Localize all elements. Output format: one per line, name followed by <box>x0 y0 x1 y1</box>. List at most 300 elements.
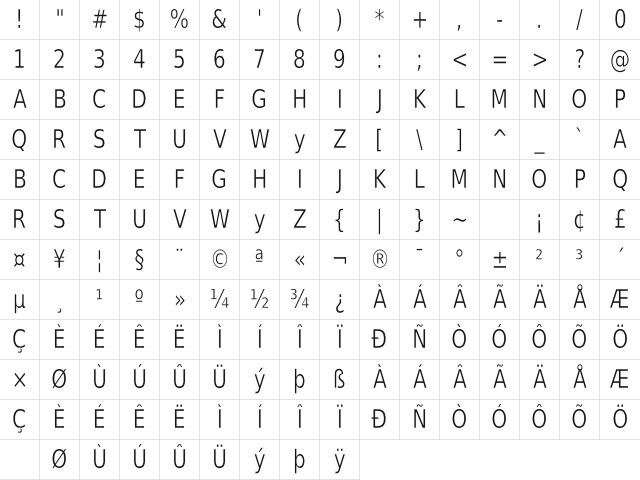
glyph: / <box>576 4 583 35</box>
glyph-cell[interactable] <box>160 280 200 320</box>
glyph-cell[interactable] <box>80 80 120 120</box>
glyph-cell[interactable] <box>560 40 600 80</box>
glyph-cell[interactable] <box>200 0 240 40</box>
glyph: Í <box>256 324 263 355</box>
glyph-cell[interactable] <box>200 440 240 480</box>
glyph-cell[interactable] <box>520 280 560 320</box>
glyph: Q <box>11 124 28 155</box>
glyph-cell[interactable] <box>320 440 360 480</box>
glyph-cell[interactable] <box>160 200 200 240</box>
glyph: F <box>173 164 186 195</box>
glyph-cell[interactable] <box>600 200 640 240</box>
glyph: R <box>52 124 67 155</box>
glyph-cell[interactable] <box>0 120 40 160</box>
glyph-cell[interactable] <box>0 80 40 120</box>
glyph: I <box>296 164 303 195</box>
glyph: Ç <box>12 404 27 435</box>
glyph: Ö <box>612 324 628 355</box>
glyph-cell[interactable] <box>200 80 240 120</box>
glyph-cell[interactable] <box>440 120 480 160</box>
glyph: Ä <box>532 364 547 395</box>
glyph-cell[interactable] <box>120 440 160 480</box>
glyph-cell[interactable] <box>40 80 80 120</box>
glyph-cell[interactable] <box>240 320 280 360</box>
glyph-cell[interactable] <box>80 40 120 80</box>
glyph: ¹ <box>95 284 104 315</box>
glyph-cell[interactable] <box>40 160 80 200</box>
glyph-cell[interactable] <box>120 320 160 360</box>
glyph-cell[interactable] <box>480 0 520 40</box>
glyph: º <box>134 284 145 315</box>
glyph: + <box>410 4 428 35</box>
glyph-cell[interactable] <box>600 80 640 120</box>
glyph: Ú <box>132 444 147 475</box>
glyph: A <box>12 84 27 115</box>
glyph: Ü <box>212 364 227 395</box>
glyph-cell[interactable] <box>40 40 80 80</box>
glyph-cell[interactable] <box>600 360 640 400</box>
glyph: Z <box>332 124 347 155</box>
glyph-cell[interactable] <box>240 120 280 160</box>
glyph-cell[interactable] <box>480 200 520 240</box>
glyph-cell[interactable] <box>440 80 480 120</box>
glyph-cell[interactable] <box>520 40 560 80</box>
glyph-cell[interactable] <box>160 80 200 120</box>
glyph-cell[interactable] <box>80 160 120 200</box>
glyph-cell[interactable] <box>160 160 200 200</box>
glyph: H <box>291 84 308 115</box>
glyph-cell[interactable] <box>240 240 280 280</box>
glyph: U <box>172 124 187 155</box>
glyph-cell[interactable] <box>320 400 360 440</box>
glyph: C <box>52 164 67 195</box>
glyph: ² <box>535 244 544 275</box>
glyph-cell[interactable] <box>480 320 520 360</box>
glyph-cell[interactable] <box>0 240 40 280</box>
glyph: Û <box>172 364 187 395</box>
glyph: \ <box>416 124 423 155</box>
glyph-cell[interactable] <box>120 240 160 280</box>
glyph-cell[interactable] <box>520 400 560 440</box>
glyph: ¥ <box>53 244 66 275</box>
glyph: Ø <box>51 364 68 395</box>
glyph: Ö <box>612 404 628 435</box>
glyph-cell[interactable] <box>160 0 200 40</box>
glyph-cell[interactable] <box>160 360 200 400</box>
glyph-cell[interactable] <box>440 360 480 400</box>
glyph-cell[interactable] <box>560 360 600 400</box>
glyph: ý <box>253 444 266 475</box>
glyph: ½ <box>249 284 270 315</box>
glyph: , <box>456 4 463 35</box>
glyph-cell[interactable] <box>280 240 320 280</box>
glyph-cell[interactable] <box>240 80 280 120</box>
glyph-cell[interactable] <box>320 240 360 280</box>
glyph-cell[interactable] <box>200 360 240 400</box>
glyph-cell[interactable] <box>160 400 200 440</box>
glyph: Ì <box>216 404 223 435</box>
glyph-cell[interactable] <box>80 320 120 360</box>
glyph: Ã <box>492 284 507 315</box>
glyph: @ <box>609 44 631 75</box>
glyph: ¾ <box>289 284 310 315</box>
glyph-cell[interactable] <box>400 320 440 360</box>
glyph-cell[interactable] <box>560 0 600 40</box>
glyph: = <box>490 44 508 75</box>
glyph: ^ <box>490 124 508 155</box>
glyph-cell[interactable] <box>440 280 480 320</box>
glyph-cell[interactable] <box>400 240 440 280</box>
glyph-cell[interactable] <box>40 200 80 240</box>
glyph: U <box>132 204 147 235</box>
glyph-cell[interactable] <box>480 360 520 400</box>
glyph-cell[interactable] <box>280 360 320 400</box>
glyph: Ò <box>451 404 468 435</box>
glyph-cell[interactable] <box>440 40 480 80</box>
glyph: & <box>211 4 228 35</box>
glyph-cell[interactable] <box>600 40 640 80</box>
glyph: ¨ <box>174 244 185 275</box>
glyph-cell[interactable] <box>120 0 160 40</box>
glyph-row <box>0 160 640 200</box>
glyph-cell[interactable] <box>520 360 560 400</box>
glyph-cell[interactable] <box>360 160 400 200</box>
glyph: 8 <box>293 44 306 75</box>
glyph-row <box>0 0 640 40</box>
glyph-cell[interactable] <box>520 0 560 40</box>
glyph: N <box>491 164 508 195</box>
glyph: Ë <box>173 324 186 355</box>
glyph-cell[interactable] <box>280 320 320 360</box>
glyph-row <box>0 440 640 480</box>
glyph-cell[interactable] <box>400 360 440 400</box>
glyph-cell[interactable] <box>120 280 160 320</box>
glyph-cell[interactable] <box>200 40 240 80</box>
glyph-cell[interactable] <box>80 280 120 320</box>
glyph-cell[interactable] <box>280 160 320 200</box>
glyph: Ü <box>212 444 227 475</box>
glyph-cell[interactable] <box>0 160 40 200</box>
glyph-cell[interactable] <box>280 0 320 40</box>
glyph: ] <box>455 124 464 155</box>
glyph-cell[interactable] <box>480 400 520 440</box>
glyph-cell[interactable] <box>200 400 240 440</box>
glyph: Q <box>612 164 628 195</box>
glyph: Â <box>452 284 467 315</box>
glyph-cell[interactable] <box>200 280 240 320</box>
glyph-cell[interactable] <box>600 0 640 40</box>
glyph: ' <box>256 4 263 35</box>
glyph-cell[interactable] <box>320 320 360 360</box>
glyph-cell[interactable] <box>400 280 440 320</box>
glyph-cell[interactable] <box>240 160 280 200</box>
glyph-cell[interactable] <box>600 160 640 200</box>
glyph-cell[interactable] <box>120 40 160 80</box>
glyph-cell[interactable] <box>200 240 240 280</box>
glyph-cell[interactable] <box>360 0 400 40</box>
glyph-cell[interactable] <box>240 200 280 240</box>
glyph-cell[interactable] <box>520 160 560 200</box>
glyph: - <box>495 4 504 35</box>
glyph-cell[interactable] <box>40 360 80 400</box>
glyph-row <box>0 80 640 120</box>
glyph-cell[interactable] <box>320 160 360 200</box>
glyph: G <box>211 164 228 195</box>
glyph: J <box>376 84 383 115</box>
glyph-cell[interactable] <box>160 440 200 480</box>
glyph-cell[interactable] <box>440 0 480 40</box>
glyph: § <box>134 244 145 275</box>
glyph: Ç <box>12 324 27 355</box>
glyph-cell[interactable] <box>240 40 280 80</box>
glyph: Á <box>412 284 427 315</box>
glyph-cell[interactable] <box>0 360 40 400</box>
glyph: Ë <box>173 404 186 435</box>
glyph: À <box>372 364 387 395</box>
glyph: V <box>212 124 227 155</box>
glyph-cell[interactable] <box>40 280 80 320</box>
glyph-cell[interactable] <box>120 360 160 400</box>
glyph-cell[interactable] <box>560 80 600 120</box>
glyph-cell[interactable] <box>280 80 320 120</box>
glyph-cell[interactable] <box>240 0 280 40</box>
glyph: L <box>453 84 466 115</box>
glyph: Ø <box>51 444 68 475</box>
glyph: Ã <box>492 364 507 395</box>
glyph: " <box>54 4 65 35</box>
glyph: Z <box>292 204 307 235</box>
glyph-cell[interactable] <box>120 120 160 160</box>
glyph-cell[interactable] <box>560 320 600 360</box>
glyph-cell[interactable] <box>80 0 120 40</box>
glyph-cell[interactable] <box>80 440 120 480</box>
glyph-cell[interactable] <box>40 0 80 40</box>
glyph: Ð <box>371 324 388 355</box>
glyph-cell[interactable] <box>120 200 160 240</box>
glyph: ; <box>416 44 423 75</box>
glyph-cell[interactable] <box>360 40 400 80</box>
glyph-cell[interactable] <box>520 80 560 120</box>
glyph-cell[interactable] <box>240 440 280 480</box>
glyph-cell[interactable] <box>440 400 480 440</box>
glyph-cell[interactable] <box>360 240 400 280</box>
glyph: ¤ <box>13 244 26 275</box>
glyph-cell[interactable] <box>320 200 360 240</box>
glyph-cell[interactable] <box>520 240 560 280</box>
glyph-cell[interactable] <box>280 400 320 440</box>
glyph-cell[interactable] <box>160 240 200 280</box>
glyph-cell[interactable] <box>80 200 120 240</box>
glyph-cell[interactable] <box>120 160 160 200</box>
glyph-cell[interactable] <box>80 400 120 440</box>
glyph-cell[interactable] <box>480 280 520 320</box>
glyph-cell[interactable] <box>400 200 440 240</box>
glyph-cell[interactable] <box>360 360 400 400</box>
glyph-cell[interactable] <box>320 80 360 120</box>
glyph: 6 <box>213 44 226 75</box>
glyph: Ô <box>531 404 548 435</box>
glyph-row <box>0 120 640 160</box>
glyph-cell[interactable] <box>560 160 600 200</box>
glyph-cell[interactable] <box>120 400 160 440</box>
glyph-cell[interactable] <box>80 120 120 160</box>
glyph: P <box>613 84 627 115</box>
glyph-row <box>0 360 640 400</box>
glyph: 3 <box>93 44 106 75</box>
glyph-cell[interactable] <box>320 0 360 40</box>
glyph-cell[interactable] <box>0 280 40 320</box>
glyph: ` <box>574 124 585 155</box>
glyph-cell[interactable] <box>360 320 400 360</box>
glyph-cell[interactable] <box>80 240 120 280</box>
glyph-cell[interactable] <box>520 320 560 360</box>
glyph-cell[interactable] <box>480 80 520 120</box>
glyph-cell[interactable] <box>240 400 280 440</box>
glyph-cell[interactable] <box>240 360 280 400</box>
glyph: ? <box>574 44 585 75</box>
glyph-cell[interactable] <box>280 120 320 160</box>
glyph: © <box>209 244 230 275</box>
glyph-row <box>0 200 640 240</box>
glyph-cell[interactable] <box>0 320 40 360</box>
glyph-cell[interactable] <box>360 200 400 240</box>
glyph: ´ <box>614 244 626 275</box>
glyph-cell[interactable] <box>360 400 400 440</box>
glyph-cell[interactable] <box>560 240 600 280</box>
glyph-cell[interactable] <box>0 400 40 440</box>
glyph-cell[interactable] <box>600 280 640 320</box>
glyph-cell[interactable] <box>280 40 320 80</box>
glyph-cell[interactable] <box>320 120 360 160</box>
glyph-cell[interactable] <box>440 240 480 280</box>
glyph-cell[interactable] <box>200 160 240 200</box>
glyph: I <box>336 84 343 115</box>
glyph: Û <box>172 444 187 475</box>
glyph: F <box>213 84 226 115</box>
glyph-cell[interactable] <box>600 240 640 280</box>
glyph-cell[interactable] <box>40 320 80 360</box>
glyph-cell[interactable] <box>80 360 120 400</box>
glyph-cell[interactable] <box>520 120 560 160</box>
glyph: T <box>133 124 146 155</box>
glyph: C <box>92 84 107 115</box>
glyph: ÿ <box>333 444 346 475</box>
glyph-cell[interactable] <box>0 0 40 40</box>
glyph-cell[interactable] <box>160 320 200 360</box>
glyph-cell[interactable] <box>400 80 440 120</box>
glyph: ß <box>333 364 346 395</box>
glyph: T <box>93 204 106 235</box>
glyph-cell[interactable] <box>120 80 160 120</box>
glyph-cell[interactable] <box>200 320 240 360</box>
glyph: £ <box>613 204 627 235</box>
glyph-cell[interactable] <box>560 280 600 320</box>
glyph-cell[interactable] <box>0 200 40 240</box>
glyph-row <box>0 240 640 280</box>
glyph: 2 <box>53 44 66 75</box>
glyph-cell[interactable] <box>0 440 40 480</box>
glyph-cell[interactable] <box>480 240 520 280</box>
glyph-cell[interactable] <box>240 280 280 320</box>
glyph-cell[interactable] <box>600 400 640 440</box>
glyph-cell[interactable] <box>440 200 480 240</box>
glyph: < <box>450 44 468 75</box>
glyph-row <box>0 320 640 360</box>
glyph-cell[interactable] <box>360 80 400 120</box>
glyph: $ <box>133 4 146 35</box>
glyph-cell[interactable] <box>40 440 80 480</box>
glyph-cell[interactable] <box>560 200 600 240</box>
glyph-cell[interactable] <box>480 160 520 200</box>
glyph-cell[interactable] <box>200 120 240 160</box>
glyph: Ê <box>133 404 146 435</box>
glyph-cell[interactable] <box>400 120 440 160</box>
glyph: L <box>413 164 426 195</box>
glyph: % <box>169 4 190 35</box>
glyph: ³ <box>575 244 584 275</box>
glyph-cell[interactable] <box>320 280 360 320</box>
glyph-cell[interactable] <box>600 120 640 160</box>
glyph-cell[interactable] <box>200 200 240 240</box>
glyph: Õ <box>571 404 588 435</box>
glyph: * <box>374 4 385 35</box>
glyph: B <box>12 164 27 195</box>
glyph-cell[interactable] <box>480 40 520 80</box>
glyph-cell[interactable] <box>360 280 400 320</box>
glyph-cell[interactable] <box>400 40 440 80</box>
glyph: Ú <box>132 364 147 395</box>
glyph-cell[interactable] <box>600 320 640 360</box>
glyph-cell[interactable] <box>0 40 40 80</box>
glyph-cell[interactable] <box>400 0 440 40</box>
glyph-cell[interactable] <box>320 40 360 80</box>
glyph-cell[interactable] <box>40 240 80 280</box>
glyph-cell[interactable] <box>40 400 80 440</box>
glyph-cell[interactable] <box>160 120 200 160</box>
glyph: Î <box>296 404 303 435</box>
glyph: H <box>251 164 268 195</box>
glyph: ® <box>369 244 390 275</box>
glyph: O <box>531 164 548 195</box>
glyph: 7 <box>253 44 266 75</box>
glyph-cell[interactable] <box>360 120 400 160</box>
glyph-cell[interactable] <box>560 120 600 160</box>
glyph: ¼ <box>209 284 230 315</box>
glyph-cell[interactable] <box>400 160 440 200</box>
glyph: _ <box>534 124 545 155</box>
glyph-cell[interactable] <box>40 120 80 160</box>
glyph-cell[interactable] <box>440 160 480 200</box>
glyph-cell[interactable] <box>320 360 360 400</box>
glyph-cell[interactable] <box>280 200 320 240</box>
glyph-cell[interactable] <box>400 400 440 440</box>
glyph: ( <box>295 4 304 35</box>
glyph-cell[interactable] <box>560 400 600 440</box>
glyph: 0 <box>613 4 627 35</box>
glyph-cell[interactable] <box>280 280 320 320</box>
glyph-cell[interactable] <box>160 40 200 80</box>
glyph-cell[interactable] <box>280 440 320 480</box>
glyph: [ <box>375 124 384 155</box>
glyph: K <box>372 164 387 195</box>
glyph: ¿ <box>334 284 345 315</box>
glyph: Ð <box>371 404 388 435</box>
glyph: ) <box>335 4 344 35</box>
glyph: : <box>376 44 383 75</box>
glyph-cell[interactable] <box>440 320 480 360</box>
glyph-cell[interactable] <box>520 200 560 240</box>
glyph-cell[interactable] <box>480 120 520 160</box>
